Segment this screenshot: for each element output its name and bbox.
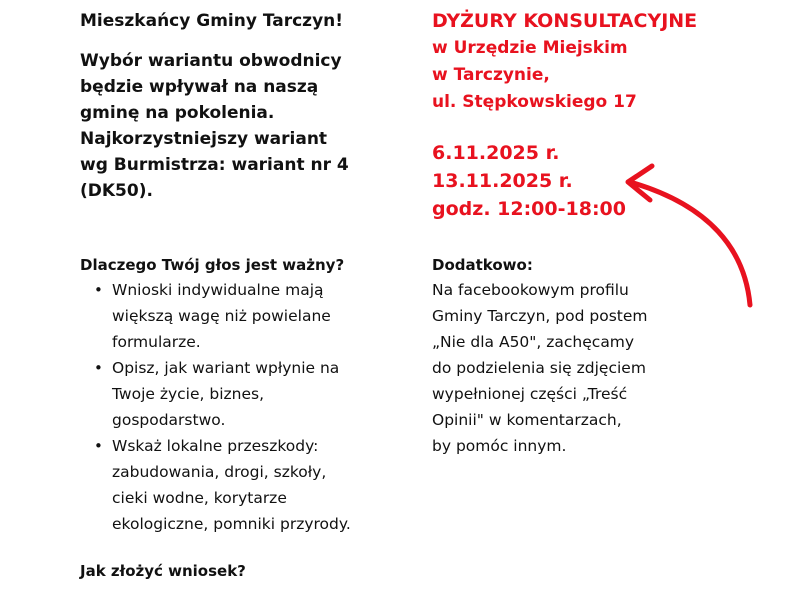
list-item-line: większą wagę niż powielane bbox=[112, 307, 331, 325]
how-heading: Jak złożyć wniosek? bbox=[80, 562, 246, 580]
extra-line: Gminy Tarczyn, pod postem bbox=[432, 307, 648, 325]
list-item-line: cieki wodne, korytarze bbox=[112, 489, 287, 507]
intro-line: Wybór wariantu obwodnicy bbox=[80, 51, 342, 71]
hours-line: godz. 12:00-18:00 bbox=[432, 198, 626, 220]
extra-line: wypełnionej części „Treść bbox=[432, 385, 628, 403]
list-item-line: formularze. bbox=[112, 333, 201, 351]
extra-line: Opinii" w komentarzach, bbox=[432, 411, 622, 429]
date-line: 6.11.2025 r. bbox=[432, 142, 560, 164]
list-item bbox=[80, 355, 400, 433]
intro-line: gminę na pokolenia. bbox=[80, 103, 275, 123]
bullet-icon: • bbox=[94, 359, 103, 377]
intro-line: będzie wpływał na naszą bbox=[80, 77, 319, 97]
curved-arrow-icon bbox=[600, 160, 770, 310]
consultation-address: ul. Stępkowskiego 17 bbox=[432, 92, 637, 112]
extra-line: do podzielenia się zdjęciem bbox=[432, 359, 646, 377]
extra-heading: Dodatkowo: bbox=[432, 256, 533, 274]
extra-line: „Nie dla A50", zachęcamy bbox=[432, 333, 635, 351]
why-heading: Dlaczego Twój głos jest ważny? bbox=[80, 256, 345, 274]
extra-line: by pomóc innym. bbox=[432, 437, 567, 455]
date-line: 13.11.2025 r. bbox=[432, 170, 573, 192]
list-item-line: Wskaż lokalne przeszkody: bbox=[112, 437, 319, 455]
intro-line: wg Burmistrza: wariant nr 4 bbox=[80, 155, 349, 175]
greeting-heading: Mieszkańcy Gminy Tarczyn! bbox=[80, 11, 344, 31]
list-item-line: ekologiczne, pomniki przyrody. bbox=[112, 515, 351, 533]
list-item-line: Twoje życie, biznes, bbox=[112, 385, 265, 403]
intro-line: (DK50). bbox=[80, 181, 153, 201]
reasons-list bbox=[80, 277, 400, 537]
extra-line: Na facebookowym profilu bbox=[432, 281, 629, 299]
intro-paragraph bbox=[80, 48, 400, 204]
list-item-line: Opisz, jak wariant wpłynie na bbox=[112, 359, 340, 377]
list-item-line: zabudowania, drogi, szkoły, bbox=[112, 463, 327, 481]
bullet-icon: • bbox=[94, 437, 103, 455]
intro-line: Najkorzystniejszy wariant bbox=[80, 129, 328, 149]
list-item bbox=[80, 433, 400, 537]
list-item bbox=[80, 277, 400, 355]
consultation-location-line: w Tarczynie, bbox=[432, 65, 550, 85]
list-item-line: gospodarstwo. bbox=[112, 411, 226, 429]
consultation-location-line: w Urzędzie Miejskim bbox=[432, 38, 628, 58]
consultation-title: DYŻURY KONSULTACYJNE bbox=[432, 10, 698, 32]
left-column bbox=[80, 8, 400, 583]
bullet-icon: • bbox=[94, 281, 103, 299]
list-item-line: Wnioski indywidualne mają bbox=[112, 281, 324, 299]
